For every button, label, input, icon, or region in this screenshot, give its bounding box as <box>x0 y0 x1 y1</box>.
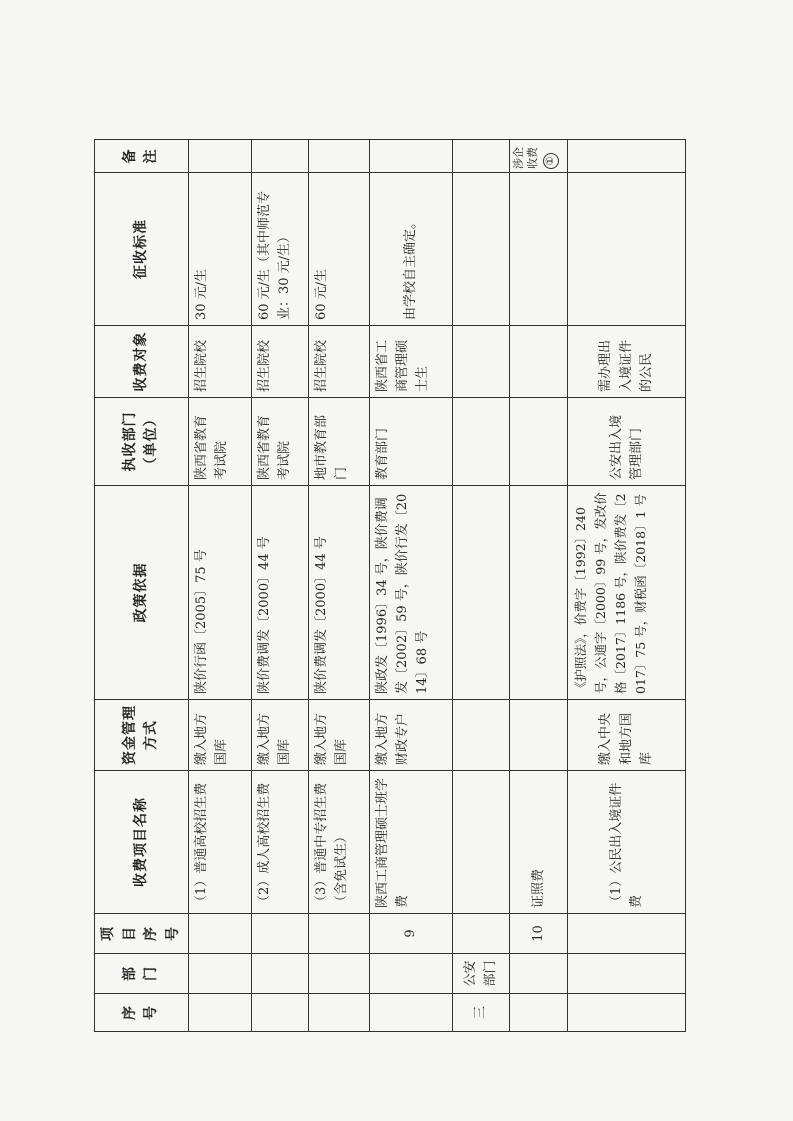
cell-item-seq <box>308 914 369 954</box>
cell-collector <box>509 398 567 486</box>
cell-item-name: 证照费 <box>509 771 567 914</box>
cell-dept <box>308 954 369 994</box>
cell-standard <box>453 173 510 326</box>
cell-seq: 三 <box>453 994 510 1032</box>
cell-fund <box>509 700 567 771</box>
cell-payer: 招生院校 <box>252 326 309 398</box>
cell-remark-wrap <box>509 140 567 173</box>
cell-item-name: （3）普通中专招生费（含免试生） <box>308 771 369 914</box>
cell-collector: 陕西省教育考试院 <box>252 398 309 486</box>
cell-dept <box>509 954 567 994</box>
cell-remark <box>369 140 453 173</box>
cell-fund: 缴入地方国库 <box>252 700 309 771</box>
cell-policy: 陕价行函〔2005〕75 号 <box>188 486 251 700</box>
cell-item-seq: 10 <box>509 914 567 954</box>
cell-standard <box>568 173 686 326</box>
cell-policy: 陕政发〔1996〕34 号，陕价费调发〔2002〕59 号，陕价行发〔2014〕68 号 <box>369 486 453 700</box>
cell-policy <box>453 486 510 700</box>
cell-policy: 《护照法》，价费字〔1992〕240 号，公通字〔2000〕99 号，发改价格〔2017〕1186 号，陕价费发〔2017〕75 号，财税函〔2018〕1 号 <box>568 486 686 700</box>
cell-standard: 30 元/生 <box>188 173 251 326</box>
cell-dept <box>252 954 309 994</box>
cell-remark <box>188 140 251 173</box>
table-row <box>453 140 510 1032</box>
cell-payer: 招生院校 <box>308 326 369 398</box>
cell-standard: 由学校自主确定。 <box>369 173 453 326</box>
table-row <box>369 140 453 1032</box>
table-row <box>252 140 309 1032</box>
table-row <box>568 140 686 1032</box>
cell-seq <box>568 994 686 1032</box>
fee-table <box>94 139 686 1032</box>
cell-payer: 招生院校 <box>188 326 251 398</box>
header-dept: 部门 <box>95 954 189 994</box>
cell-collector: 陕西省教育考试院 <box>188 398 251 486</box>
cell-item-seq: 9 <box>369 914 453 954</box>
cell-collector: 地市教育部门 <box>308 398 369 486</box>
cell-item-name: （2）成人高校招生费 <box>252 771 309 914</box>
cell-item-seq <box>568 914 686 954</box>
cell-seq <box>188 994 251 1032</box>
cell-item-name: 陕西工商管理硕士班学费 <box>369 771 453 914</box>
header-payer: 收费对象 <box>95 326 189 398</box>
cell-item-seq <box>188 914 251 954</box>
cell-standard: 60 元/生（其中师范专业：30 元/生） <box>252 173 309 326</box>
cell-remark: 涉企收费 <box>511 147 540 169</box>
cell-dept <box>568 954 686 994</box>
table-row <box>509 140 567 1032</box>
cell-fund <box>453 700 510 771</box>
cell-item-name <box>453 771 510 914</box>
table-row <box>308 140 369 1032</box>
table-row <box>188 140 251 1032</box>
cell-collector: 教育部门 <box>369 398 453 486</box>
cell-collector: 公安出入境管理部门 <box>568 398 686 486</box>
cell-fund: 缴入地方国库 <box>308 700 369 771</box>
cell-policy <box>509 486 567 700</box>
cell-payer <box>509 326 567 398</box>
header-item-name: 收费项目名称 <box>95 771 189 914</box>
cell-fund: 缴入地方财政专户 <box>369 700 453 771</box>
cell-standard: 60 元/生 <box>308 173 369 326</box>
cell-collector <box>453 398 510 486</box>
header-fund: 资金管理方式 <box>95 700 189 771</box>
cell-remark <box>252 140 309 173</box>
table-header-row <box>95 140 189 1032</box>
remark-note-mark: ① <box>543 153 559 169</box>
header-policy: 政策依据 <box>95 486 189 700</box>
cell-remark <box>308 140 369 173</box>
cell-seq <box>308 994 369 1032</box>
cell-payer: 需办理出入境证件的公民 <box>568 326 686 398</box>
cell-fund: 缴入中央和地方国库 <box>568 700 686 771</box>
cell-seq <box>369 994 453 1032</box>
header-item-seq: 项目序号 <box>95 914 189 954</box>
cell-dept: 公安部门 <box>453 954 510 994</box>
cell-remark <box>453 140 510 173</box>
cell-standard <box>509 173 567 326</box>
cell-item-name: （1）普通高校招生费 <box>188 771 251 914</box>
cell-fund: 缴入地方国库 <box>188 700 251 771</box>
cell-dept <box>188 954 251 994</box>
cell-policy: 陕价费调发〔2000〕44 号 <box>252 486 309 700</box>
cell-item-seq <box>453 914 510 954</box>
cell-item-name: （1）公民出入境证件费 <box>568 771 686 914</box>
cell-seq <box>509 994 567 1032</box>
cell-remark <box>568 140 686 173</box>
cell-payer <box>453 326 510 398</box>
header-seq: 序号 <box>95 994 189 1032</box>
header-standard: 征收标准 <box>95 173 189 326</box>
cell-seq <box>252 994 309 1032</box>
cell-payer: 陕西省工商管理硕士生 <box>369 326 453 398</box>
header-remark: 备 注 <box>95 140 189 173</box>
cell-policy: 陕价费调发〔2000〕44 号 <box>308 486 369 700</box>
header-collector: 执收部门（单位） <box>95 398 189 486</box>
cell-item-seq <box>252 914 309 954</box>
cell-dept <box>369 954 453 994</box>
